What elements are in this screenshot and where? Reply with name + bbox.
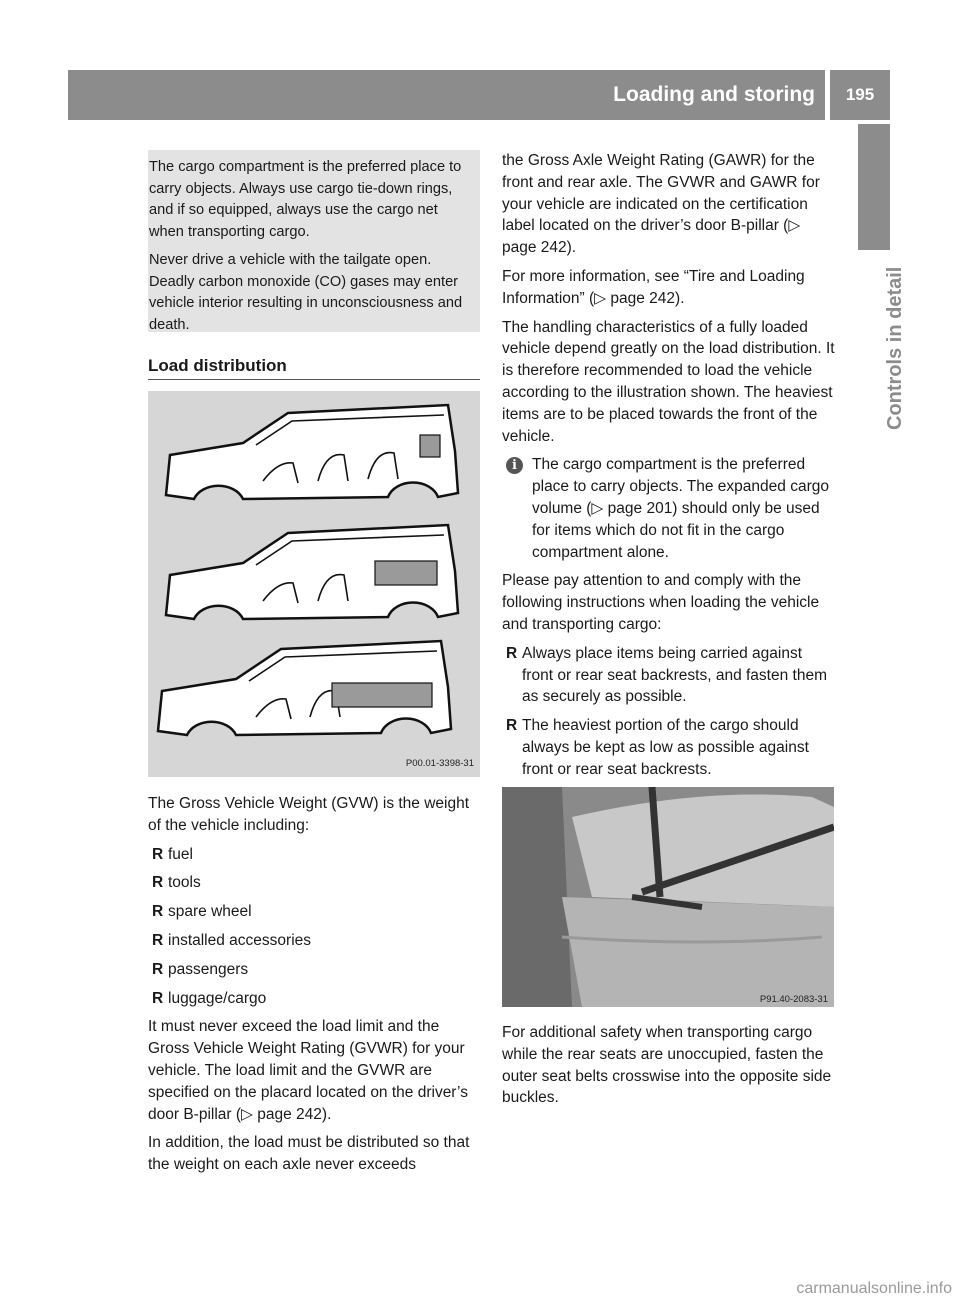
heading-rule — [148, 379, 480, 380]
list-item: R installed accessories — [152, 931, 312, 949]
rear-seat-photo — [502, 787, 834, 1007]
watermark: carmanualsonline.info — [796, 1280, 952, 1297]
figure1-caption: P00.01-3398-31 — [405, 758, 474, 769]
crosswise-belts-paragraph: For additional safety when transporting cargo while the rear seats are unoccupied, fasten the outer seat belts crosswise into the opposite side buckles. — [502, 1024, 832, 1107]
header-title: Loading and storing — [613, 83, 815, 106]
axle-paragraph: In addition, the load must be distributed so that the weight on each axle never exceeds — [148, 1134, 470, 1174]
list-item: R spare wheel — [152, 903, 252, 921]
section-heading: Load distribution — [148, 356, 287, 375]
info-text: The cargo compartment is the preferred place to carry objects. The expanded cargo volume (▷ page 201) should only be used for items which do not fit in the cargo compartment alone. — [532, 456, 829, 561]
left-column — [148, 793, 484, 1183]
gvw-intro: The Gross Vehicle Weight (GVW) is the weight of the vehicle including: — [148, 795, 470, 834]
info-note — [502, 454, 836, 563]
list-item: R luggage/cargo — [152, 989, 267, 1007]
load-distribution-figure — [148, 391, 480, 777]
list-item: R The heaviest portion of the cargo should always be kept as low as possible against front or rear seat backrests. — [506, 717, 809, 778]
page-header — [68, 70, 825, 120]
list-item: R fuel — [152, 845, 193, 863]
handling-paragraph: The handling characteristics of a fully loaded vehicle depend greatly on the load distribution. It is therefore recommended to load the vehicle according to the illustration shown. The heaviest items are to be placed towards the front of the vehicle. — [502, 318, 835, 445]
side-tab-block — [858, 124, 890, 250]
gvwr-paragraph: It must never exceed the load limit and the Gross Vehicle Weight Rating (GVWR) for your vehicle. The load limit and the GVWR are specified on the placard located on the driver’s door B-pillar (▷ page 242). — [148, 1018, 468, 1123]
right-column — [502, 150, 836, 788]
gawr-paragraph: the Gross Axle Weight Rating (GAWR) for the front and rear axle. The GVWR and GAWR for your vehicle are indicated on the certification label located on the driver’s door B-pillar (▷ page 242). — [502, 152, 820, 257]
warning-paragraph-2: Never drive a vehicle with the tailgate open. Deadly carbon monoxide (CO) gases may enter vehicle interior resulting in unconsciousness and death. — [149, 252, 463, 333]
warning-box — [148, 150, 480, 332]
warning-paragraph-1: The cargo compartment is the preferred place to carry objects. Always use cargo tie-down rings, and if so equipped, always use the cargo net when transporting cargo. — [149, 159, 462, 240]
side-tab — [862, 258, 906, 458]
page-number: 195 — [830, 70, 890, 120]
instructions-intro: Please pay attention to and comply with the following instructions when loading the vehicle and transporting cargo: — [502, 572, 820, 633]
vehicle-loading-illustration — [148, 391, 480, 777]
info-icon: i — [506, 457, 523, 474]
list-item: R Always place items being carried against front or rear seat backrests, and fasten them as securely as possible. — [506, 644, 827, 706]
side-tab-label: Controls in detail — [884, 266, 906, 430]
seat-belt-crosswise-illustration — [502, 787, 834, 1007]
right-column-bottom — [502, 1022, 836, 1116]
more-info-paragraph: For more information, see “Tire and Loading Information” (▷ page 242). — [502, 267, 805, 307]
list-item: R passengers — [152, 960, 249, 978]
list-item: R tools — [152, 874, 201, 892]
figure2-caption: P91.40-2083-31 — [759, 994, 828, 1005]
